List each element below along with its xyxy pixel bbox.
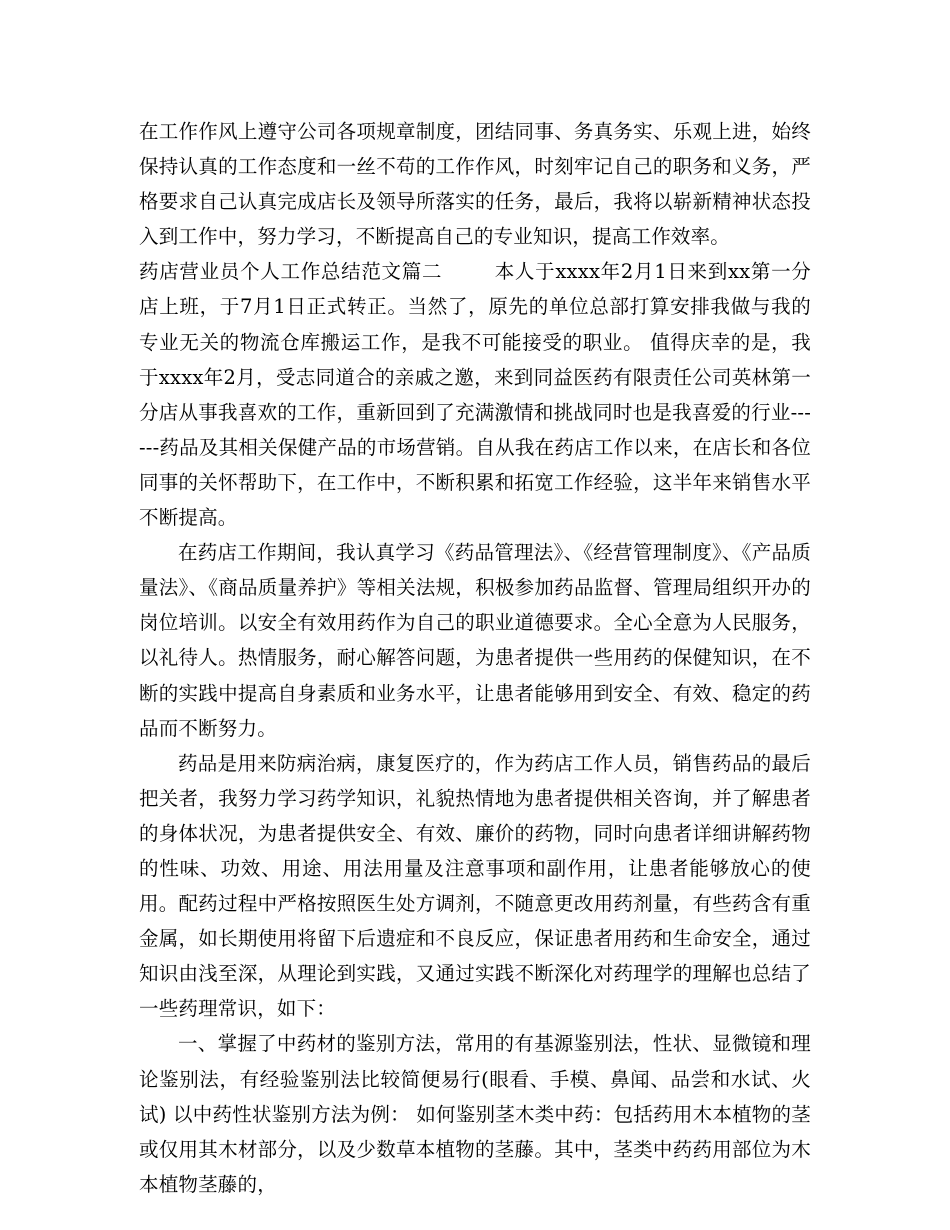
paragraph-2-text: 本人于xxxx年2月1日来到xx第一分店上班，于7月1日正式转正。当然了，原先的单位总部打算安排我做与我的专业无关的物流仓库搬运工作，是我不可能接受的职业。 值得庆幸的是，我于xxxx年2月，受志同道合的亲戚之邀，来到同益医药有限责任公司英林第一分店从事我喜欢的工作，重新回到了充满激情和挑战同时也是我喜爱的行业------药品及其相关保健产品的市场营销。自从我在药店工作以来，在店长和各位同事的关怀帮助下，在工作中，不断积累和拓宽工作经验，这半年来销售水平不断提高。 — [139, 260, 811, 530]
paragraph-3: 在药店工作期间，我认真学习《药品管理法》、《经营管理制度》、《产品质量法》、《商品质量养护》等相关法规，积极参加药品监督、管理局组织开办的岗位培训。以安全有效用药作为自己的职业道德要求。全心全意为人民服务，以礼待人。热情服务，耐心解答问题，为患者提供一些用药的保健知识，在不断的实践中提高自身素质和业务水平，让患者能够用到安全、有效、稳定的药品而不断努力。 — [139, 541, 811, 740]
paragraph-4: 药品是用来防病治病，康复医疗的，作为药店工作人员，销售药品的最后把关者，我努力学习药学知识，礼貌热情地为患者提供相关咨询，并了解患者的身体状况，为患者提供安全、有效、廉价的药物，同时向患者详细讲解药物的性味、功效、用途、用法用量及注意事项和副作用，让患者能够放心的使用。配药过程中严格按照医生处方调剂，不随意更改用药剂量，有些药含有重金属，如长期使用将留下后遗症和不良反应，保证患者用药和生命安全，通过知识由浅至深，从理论到实践，又通过实践不断深化对药理学的理解也总结了一些药理常识，如下： — [139, 751, 811, 1021]
paragraph-5: 一、掌握了中药材的鉴别方法，常用的有基源鉴别法，性状、显微镜和理论鉴别法，有经验鉴别法比较简便易行(眼看、手模、鼻闻、品尝和水试、火试) 以中药性状鉴别方法为例： 如何鉴别茎木类中药：包括药用木本植物的茎或仅用其木材部分，以及少数草本植物的茎藤。其中，茎类中药药用部位为木本植物茎藤的， — [139, 1032, 811, 1196]
paragraph-2 — [139, 254, 811, 535]
document-body — [139, 114, 811, 1202]
paragraph-1: 在工作作风上遵守公司各项规章制度，团结同事、务真务实、乐观上进，始终保持认真的工作态度和一丝不苟的工作作风，时刻牢记自己的职务和义务，严格要求自己认真完成店长及领导所落实的任务，最后，我将以崭新精神状态投入到工作中，努力学习，不断提高自己的专业知识，提高工作效率。 — [139, 120, 811, 249]
section-heading: 药店营业员个人工作总结范文篇二 — [139, 260, 443, 284]
